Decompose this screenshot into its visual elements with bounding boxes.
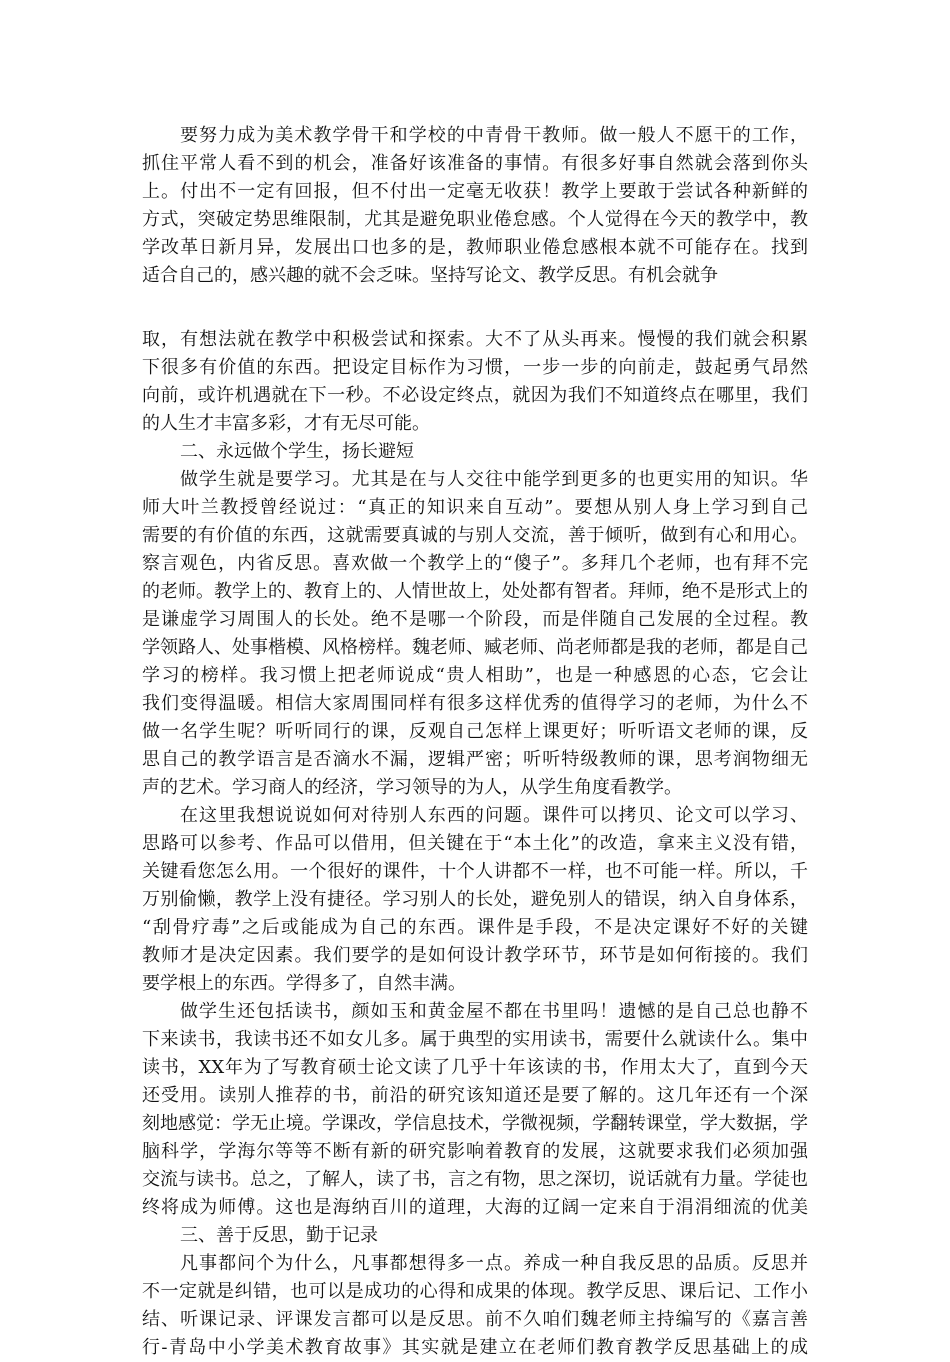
paragraph-line: 交流与读书。总之，了解人，读了书，言之有物，思之深切，说话就有力量。学徒也 <box>142 1169 808 1190</box>
paragraph-line: 要努力成为美术教学骨干和学校的中青骨干教师。做一般人不愿干的工作， <box>180 125 808 146</box>
section-heading: 三、善于反思，勤于记录 <box>180 1225 378 1246</box>
paragraph-line: 行-青岛中小学美术教育故事》其实就是建立在老师们教育教学反思基础上的成 <box>142 1337 808 1358</box>
paragraph-line: 声的艺术。学习商人的经济，学习领导的为人，从学生角度看教学。 <box>142 777 682 798</box>
paragraph-line: 学习的榜样。我习惯上把老师说成“贵人相助”，也是一种感恩的心态，它会让 <box>142 665 808 686</box>
paragraph-line: 结、听课记录、评课发言都可以是反思。前不久咱们魏老师主持编写的《嘉言善 <box>142 1309 808 1330</box>
paragraph-line: 做一名学生呢？听听同行的课，反观自己怎样上课更好；听听语文老师的课，反 <box>142 721 808 742</box>
paragraph-line: 察言观色，内省反思。喜欢做一个教学上的“傻子”。多拜几个老师，也有拜不完 <box>142 553 808 574</box>
paragraph-line: 是谦虚学习周围人的长处。绝不是哪一个阶段，而是伴随自己发展的全过程。教 <box>142 609 808 630</box>
paragraph-line: 做学生还包括读书，颜如玉和黄金屋不都在书里吗！遗憾的是自己总也静不 <box>180 1001 808 1022</box>
paragraph-line: 万别偷懒，教学上没有捷径。学习别人的长处，避免别人的错误，纳入自身体系， <box>142 889 808 910</box>
paragraph-line: 取，有想法就在教学中积极尝试和探索。大不了从头再来。慢慢的我们就会积累 <box>142 329 808 350</box>
paragraph-line: 脑科学，学海尔等等不断有新的研究影响着教育的发展，这就要求我们必须加强 <box>142 1141 808 1162</box>
paragraph-line: 终将成为师傅。这也是海纳百川的道理，大海的辽阔一定来自于涓涓细流的优美 <box>142 1197 808 1218</box>
paragraph-line: 思路可以参考、作品可以借用，但关键在于“本土化”的改造，拿来主义没有错， <box>142 833 808 854</box>
section-heading: 二、永远做个学生，扬长避短 <box>180 441 414 462</box>
paragraph-line: 的老师。教学上的、教育上的、人情世故上，处处都有智者。拜师，绝不是形式上的 <box>142 581 808 602</box>
paragraph-line: 教师才是决定因素。我们要学的是如何设计教学环节，环节是如何衔接的。我们 <box>142 945 808 966</box>
paragraph-line: 凡事都问个为什么，凡事都想得多一点。养成一种自我反思的品质。反思并 <box>180 1253 808 1274</box>
paragraph-line: 需要的有价值的东西，这就需要真诚的与别人交流，善于倾听，做到有心和用心。 <box>142 525 808 546</box>
paragraph-line: 向前，或许机遇就在下一秒。不必设定终点，就因为我们不知道终点在哪里，我们 <box>142 385 808 406</box>
paragraph-line: 下来读书，我读书还不如女儿多。属于典型的实用读书，需要什么就读什么。集中 <box>142 1029 808 1050</box>
paragraph-line: 学领路人、处事楷模、风格榜样。魏老师、臧老师、尚老师都是我的老师，都是自己 <box>142 637 808 658</box>
paragraph-line: 上。付出不一定有回报，但不付出一定毫无收获！教学上要敢于尝试各种新鲜的 <box>142 181 808 202</box>
paragraph-line: 师大叶兰教授曾经说过：“真正的知识来自互动”。要想从别人身上学习到自己 <box>142 497 808 518</box>
paragraph-line: 方式，突破定势思维限制，尤其是避免职业倦怠感。个人觉得在今天的教学中，教 <box>142 209 808 230</box>
paragraph-line: 我们变得温暖。相信大家周围同样有很多这样优秀的值得学习的老师，为什么不 <box>142 693 808 714</box>
paragraph-line: 的人生才丰富多彩，才有无尽可能。 <box>142 413 430 434</box>
paragraph-line: 读书，XX年为了写教育硕士论文读了几乎十年该读的书，作用太大了，直到今天 <box>142 1057 808 1078</box>
paragraph-line: 抓住平常人看不到的机会，准备好该准备的事情。有很多好事自然就会落到你头 <box>142 153 808 174</box>
paragraph-line: 学改革日新月异，发展出口也多的是，教师职业倦怠感根本就不可能存在。找到 <box>142 237 808 258</box>
paragraph-line: 做学生就是要学习。尤其是在与人交往中能学到更多的也更实用的知识。华 <box>180 469 808 490</box>
paragraph-line: 关键看您怎么用。一个很好的课件，十个人讲都不一样，也不可能一样。所以，千 <box>142 861 808 882</box>
paragraph-line: 思自己的教学语言是否滴水不漏，逻辑严密；听听特级教师的课，思考润物细无 <box>142 749 808 770</box>
paragraph-line: 适合自己的，感兴趣的就不会乏味。坚持写论文、教学反思。有机会就争 <box>142 265 718 286</box>
paragraph-line: “刮骨疗毒”之后或能成为自己的东西。课件是手段，不是决定课好不好的关键 <box>142 917 808 938</box>
paragraph-line: 还受用。读别人推荐的书，前沿的研究该知道还是要了解的。这几年还有一个深 <box>142 1085 808 1106</box>
paragraph-line: 下很多有价值的东西。把设定目标作为习惯，一步一步的向前走，鼓起勇气昂然 <box>142 357 808 378</box>
paragraph-line: 要学根上的东西。学得多了，自然丰满。 <box>142 973 466 994</box>
paragraph-line: 不一定就是纠错，也可以是成功的心得和成果的体现。教学反思、课后记、工作小 <box>142 1281 808 1302</box>
paragraph-line: 刻地感觉：学无止境。学课改，学信息技术，学微视频，学翻转课堂，学大数据，学 <box>142 1113 808 1134</box>
paragraph-line: 在这里我想说说如何对待别人东西的问题。课件可以拷贝、论文可以学习、 <box>180 805 808 826</box>
